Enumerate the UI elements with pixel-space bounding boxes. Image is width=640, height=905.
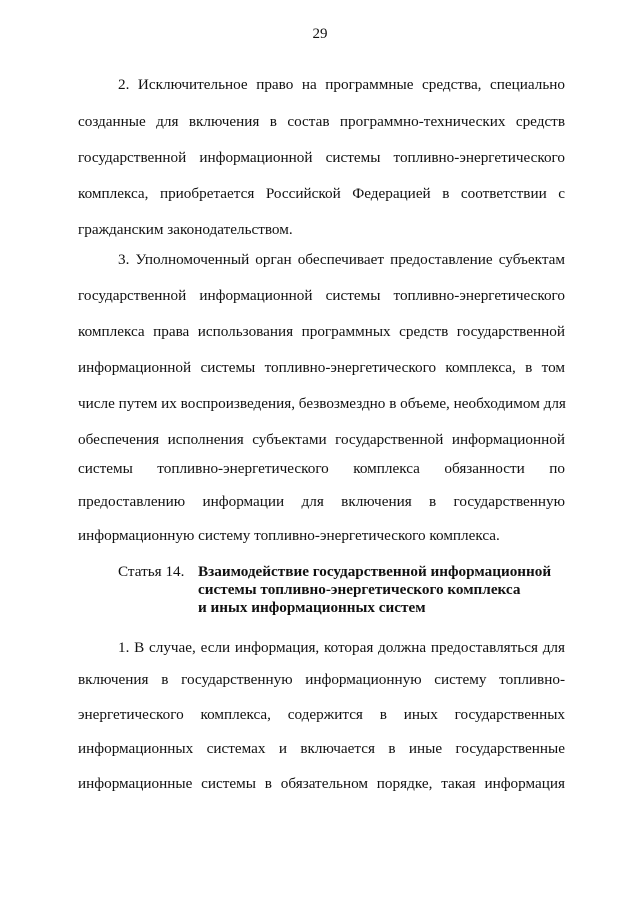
article-title-line: системы топливно-энергетического комплекса [198, 581, 521, 598]
page-number: 29 [312, 26, 328, 42]
article-title-line: Взаимодействие государственной информационной [198, 563, 552, 580]
paragraph-3-line: системы топливно-энергетического комплекса обязанности по [78, 460, 565, 477]
article-title [198, 563, 551, 617]
article-title-line: и иных информационных систем [198, 599, 426, 616]
paragraph-3-line: информационную систему топливно-энергетического комплекса. [78, 527, 500, 544]
paragraph-2-line: государственной информационной системы топливно-энергетического [78, 149, 565, 166]
paragraph-3-line: числе путем их воспроизведения, безвозмездно в объеме, необходимом для [78, 395, 566, 412]
paragraph-2-line: комплекса, приобретается Российской Федерацией в соответствии с [78, 185, 565, 202]
paragraph-3-line: комплекса права использования программных средств государственной [78, 323, 565, 340]
article-14-paragraph-1-line: включения в государственную информационную систему топливно- [78, 671, 565, 688]
paragraph-3-line: 3. Уполномоченный орган обеспечивает предоставление субъектам [118, 251, 565, 268]
paragraph-2-line: гражданским законодательством. [78, 221, 293, 238]
paragraph-3-line: предоставлению информации для включения в государственную [78, 493, 565, 510]
article-label: Статья 14. [118, 563, 185, 580]
paragraph-3-line: информационной системы топливно-энергетического комплекса, в том [78, 359, 565, 376]
article-14-paragraph-1-line: энергетического комплекса, содержится в иных государственных [78, 706, 565, 723]
article-14-paragraph-1-line: 1. В случае, если информация, которая должна предоставляться для [118, 639, 565, 656]
article-14-paragraph-1-line: информационные системы в обязательном порядке, такая информация [78, 775, 565, 792]
paragraph-3-line: государственной информационной системы топливно-энергетического [78, 287, 565, 304]
paragraph-2-line: созданные для включения в состав программно-технических средств [78, 113, 565, 130]
paragraph-3-line: обеспечения исполнения субъектами государственной информационной [78, 431, 565, 448]
paragraph-2-line: 2. Исключительное право на программные средства, специально [118, 76, 565, 93]
article-14-paragraph-1-line: информационных системах и включается в иные государственные [78, 740, 565, 757]
